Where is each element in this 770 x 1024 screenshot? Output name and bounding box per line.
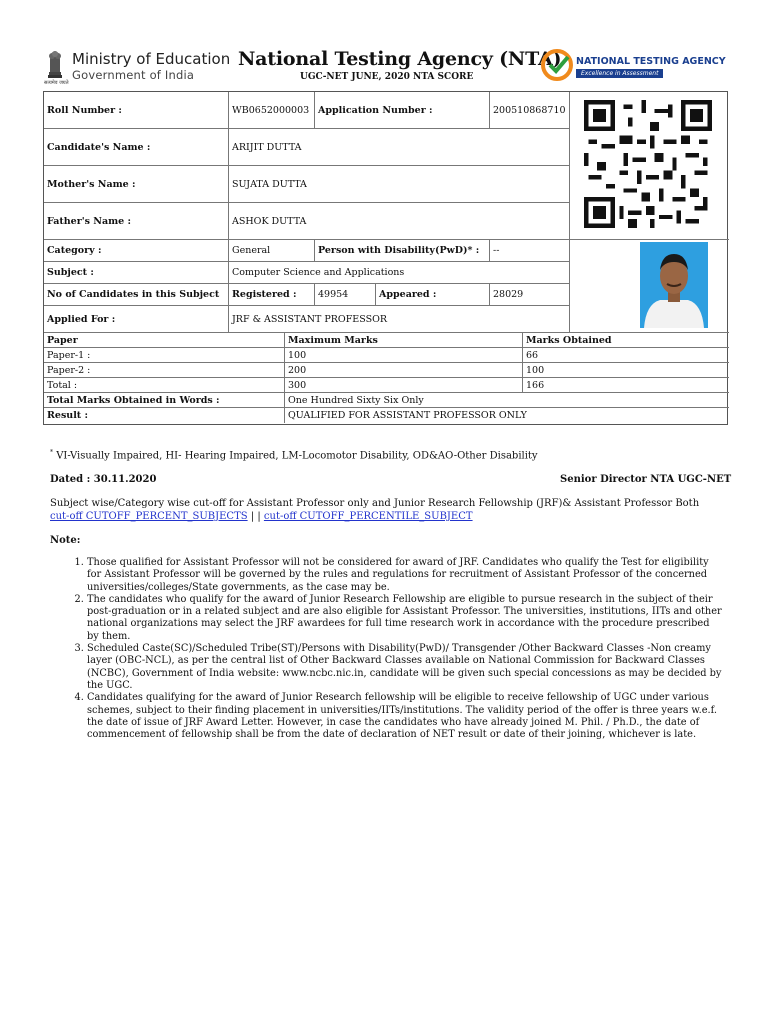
candidate-name-label: Candidate's Name : (44, 129, 229, 166)
father-name-label: Father's Name : (44, 203, 229, 240)
paper-name: Paper-2 : (44, 363, 285, 378)
table-row (44, 378, 729, 393)
result-label: Result : (44, 408, 285, 423)
nta-check-icon (540, 48, 574, 82)
date-issued: Dated : 30.11.2020 (50, 474, 157, 485)
application-number-value: 200510868710 (490, 92, 570, 129)
note-heading: Note: (50, 535, 81, 546)
table-row (44, 348, 729, 363)
result-value: QUALIFIED FOR ASSISTANT PROFESSOR ONLY (288, 410, 527, 421)
applied-for-value: JRF & ASSISTANT PROFESSOR (229, 306, 570, 333)
applied-for-label: Applied For : (44, 306, 229, 333)
pwd-value: -- (490, 240, 570, 262)
subject-label: Subject : (44, 262, 229, 284)
paper-name: Total : (44, 378, 285, 393)
words-value: One Hundred Sixty Six Only (288, 395, 424, 406)
max-marks: 200 (285, 363, 523, 378)
qr-code-icon (584, 99, 712, 229)
ministry-title: Ministry of Education (72, 50, 231, 68)
score-card-table (43, 91, 728, 425)
nta-logo (540, 48, 730, 84)
list-item: 1. Those qualified for Assistant Professor will not be considered for award of JRF. Candidates who qualify the Test for eligibility for Assistant Professor will be governed by the rules and regulations for recruitment of Assistant Professor of the concerned universities/colleges/State governments, as the case may be. (87, 557, 723, 594)
application-number-label: Application Number : (315, 92, 490, 129)
registered-label: Registered : (229, 284, 315, 306)
max-marks: 100 (285, 348, 523, 363)
father-name-value: ASHOK DUTTA (229, 203, 570, 240)
photo-cell (570, 239, 729, 333)
legend-text: VI-Visually Impaired, HI- Hearing Impaired, LM-Locomotor Disability, OD&AO-Other Disability (56, 450, 538, 462)
list-item: 2. The candidates who qualify for the award of Junior Research Fellowship are eligible to pursue research in the subject of their post-graduation or in a related subject and are also eligible for Assistant Professor. The universities, institutions, IITs and other national organizations may select the JRF awardees for full time research work in accordance with the procedure prescribed by them. (87, 594, 723, 643)
roll-number-label: Roll Number : (44, 92, 229, 129)
page-subtitle: UGC-NET JUNE, 2020 NTA SCORE (300, 72, 474, 82)
paper-name: Paper-1 : (44, 348, 285, 363)
cutoff-text: Subject wise/Category wise cut-off for Assistant Professor only and Junior Research Fellowship (JRF)& Assistant Professor Both (50, 498, 700, 509)
candidates-count-label: No of Candidates in this Subject (44, 284, 229, 306)
marks-header-obtained: Marks Obtained (526, 335, 612, 346)
mother-name-value: SUJATA DUTTA (229, 166, 570, 203)
list-item: 3. Scheduled Caste(SC)/Scheduled Tribe(ST)/Persons with Disability(PwD)/ Transgender /Other Backward Classes -Non creamy layer (OBC-NCL), as per the central list of Other Backward Classes available on National Commission for Backward Classes (NCBC), Government of India website: www.ncbc.nic.in, candidate will be given such special concessions as may be decided by the UGC. (87, 643, 723, 692)
registered-value: 49954 (315, 284, 376, 306)
emblem-motto: सत्यमेव जयते (44, 80, 69, 86)
ministry-logo (44, 46, 231, 86)
marks-obtained: 166 (526, 380, 545, 391)
nta-logo-name: NATIONAL TESTING AGENCY (576, 56, 726, 67)
table-row (44, 363, 729, 378)
candidate-photo (640, 242, 708, 328)
category-value: General (229, 240, 315, 262)
disability-legend (50, 449, 538, 461)
category-label: Category : (44, 240, 229, 262)
cutoff-percent-link[interactable]: cut-off CUTOFF_PERCENT_SUBJECTS (50, 511, 248, 522)
page-title: National Testing Agency (NTA) (238, 48, 562, 70)
result-row (44, 408, 729, 425)
page-header (0, 40, 770, 92)
ministry-subtitle: Government of India (72, 68, 195, 82)
nta-logo-tagline: Excellence in Assessment (576, 69, 663, 78)
appeared-label: Appeared : (376, 284, 490, 306)
words-label: Total Marks Obtained in Words : (44, 393, 285, 408)
subject-value: Computer Science and Applications (229, 262, 570, 284)
appeared-value: 28029 (490, 284, 570, 306)
marks-header-row (44, 333, 729, 348)
marks-header-maximum: Maximum Marks (285, 333, 523, 348)
marks-obtained: 100 (526, 365, 545, 376)
cutoff-percentile-link[interactable]: cut-off CUTOFF_PERCENTILE_SUBJECT (263, 511, 473, 522)
cutoff-separator: | | (250, 511, 261, 522)
mother-name-label: Mother's Name : (44, 166, 229, 203)
list-item: 4. Candidates qualifying for the award of Junior Research fellowship will be eligible to receive fellowship of UGC under various schemes, subject to their finding placement in universities/IITs/institutions. The validity period of the offer is three years w.e.f. the date of issue of JRF Award Letter. However, in case the candidates who have already joined M. Phil. / Ph.D., the date of commencement of fellowship shall be from the date of declaration of NET result or date of their joining, whichever is late. (87, 692, 723, 741)
marks-header-paper: Paper (44, 333, 285, 348)
words-row (44, 393, 729, 408)
cutoff-info (50, 497, 720, 523)
notes-list (87, 557, 723, 741)
legend-mark: * (50, 449, 53, 456)
signatory: Senior Director NTA UGC-NET (560, 474, 732, 485)
roll-number-value: WB0652000003 (229, 92, 315, 129)
marks-obtained: 66 (526, 350, 539, 361)
candidate-name-value: ARIJIT DUTTA (229, 129, 570, 166)
qr-cell (570, 92, 729, 240)
pwd-label: Person with Disability(PwD)* : (315, 240, 490, 262)
max-marks: 300 (285, 378, 523, 393)
